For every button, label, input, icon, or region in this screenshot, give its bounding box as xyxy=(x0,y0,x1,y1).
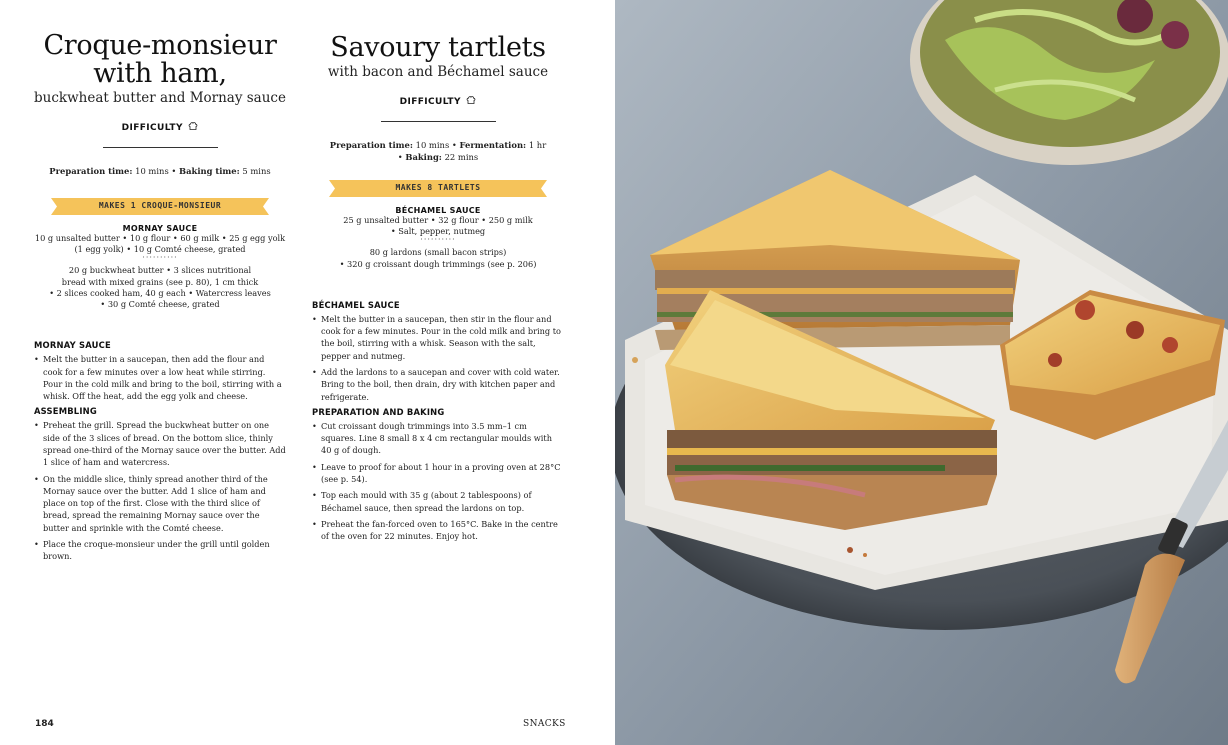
chef-hat-icon xyxy=(188,121,198,131)
method-step: • Cut croissant dough trimmings into 3.5 mm–1 cm squares. Line 8 small 8 x 4 cm rectangular moulds with 40 g of dough. xyxy=(312,420,564,457)
recipe-times xyxy=(34,165,286,177)
running-footer: SNACKS xyxy=(523,719,566,729)
ingredients-line: • Salt, pepper, nutmeg xyxy=(390,226,486,237)
recipe-subtitle: with bacon and Béchamel sauce xyxy=(327,64,549,80)
recipe-title-line2: with ham, xyxy=(93,58,227,89)
method-steps xyxy=(312,313,564,403)
yield-banner xyxy=(329,180,547,197)
bake-time-label: Baking: xyxy=(405,152,442,162)
method-step: • Melt the butter in a saucepan, then add the flour and cook for a few minutes over a low heat while stirring. Pour in the cold milk and bring to the boil, stirring with a whisk. Off the heat, add the egg yolk and cheese. xyxy=(34,353,286,402)
method-step: • On the middle slice, thinly spread another third of the Mornay sauce over the butter. Add 1 slice of ham and place on top of the first. Close with the third slice of bread, spread the remaining Mornay sauce over the butter and sprinkle with the Comté cheese. xyxy=(34,473,286,534)
ingredients-separator: ·········· xyxy=(420,235,456,245)
ingredients-line: (1 egg yolk) • 10 g Comté cheese, grated xyxy=(74,244,246,255)
method-section-heading: ASSEMBLING xyxy=(34,406,97,417)
ingredients-line: • 320 g croissant dough trimmings (see p. 206) xyxy=(339,258,537,269)
recipe-title-line1: Croque-monsieur xyxy=(43,30,277,61)
ingredients-line: 20 g buckwheat butter • 3 slices nutritional xyxy=(68,265,252,276)
prep-time-label: Preparation time: xyxy=(329,140,413,150)
difficulty-rating xyxy=(34,121,286,133)
ingredients-line: • 30 g Comté cheese, grated xyxy=(100,299,220,310)
method-step: • Top each mould with 35 g (about 2 tablespoons) of Béchamel sauce, then spread the lardons on top. xyxy=(312,489,564,514)
prep-time-value: 10 mins • xyxy=(135,166,177,176)
method-section-heading: MORNAY SAUCE xyxy=(34,340,111,351)
method-step: • Leave to proof for about 1 hour in a proving oven at 28°C (see p. 54). xyxy=(312,461,564,486)
ingredients-line: • 2 slices cooked ham, 40 g each • Watercress leaves xyxy=(49,287,271,298)
food-photo xyxy=(615,0,1228,745)
yield-banner xyxy=(51,198,269,215)
method-section-heading: BÉCHAMEL SAUCE xyxy=(312,299,400,310)
method-steps xyxy=(34,419,286,562)
ingredients-heading: BÉCHAMEL SAUCE xyxy=(395,206,481,215)
fermentation-label: Fermentation: xyxy=(459,140,527,150)
recipe-title: Savoury tartlets xyxy=(330,32,546,63)
method-steps xyxy=(34,353,286,402)
method-step: • Place the croque-monsieur under the grill until golden brown. xyxy=(34,538,286,563)
method-steps xyxy=(312,420,564,543)
yield-label: MAKES 1 CROQUE-MONSIEUR xyxy=(98,201,222,210)
difficulty-label: DIFFICULTY xyxy=(399,97,461,107)
fermentation-value: 1 hr xyxy=(528,140,547,150)
recipe-croque-monsieur xyxy=(34,0,286,567)
bake-time-value: 22 mins xyxy=(444,152,479,162)
method-step: • Preheat the fan-forced oven to 165°C. Bake in the centre of the oven for 22 minutes. Enjoy hot. xyxy=(312,518,564,543)
divider xyxy=(381,121,496,122)
recipe-subtitle: buckwheat butter and Mornay sauce xyxy=(34,90,286,106)
prep-time-label: Preparation time: xyxy=(49,166,133,176)
prep-time-value: 10 mins • xyxy=(415,140,457,150)
ingredients-separator: ·········· xyxy=(142,253,178,263)
method-step: • Add the lardons to a saucepan and cover with cold water. Bring to the boil, then drain, dry with kitchen paper and refrigerate. xyxy=(312,366,564,403)
bake-time-value: 5 mins xyxy=(242,166,271,176)
yield-label: MAKES 8 TARTLETS xyxy=(395,183,481,192)
method-section-heading: PREPARATION AND BAKING xyxy=(312,406,445,417)
ingredients-heading: MORNAY SAUCE xyxy=(122,224,198,233)
difficulty-rating xyxy=(312,95,564,107)
chef-hat-icon xyxy=(466,95,476,105)
ingredients-line: 10 g unsalted butter • 10 g flour • 60 g milk • 25 g egg yolk xyxy=(34,233,286,243)
divider xyxy=(103,147,218,148)
photo-illustration xyxy=(615,0,1228,745)
bake-time-label: Baking time: xyxy=(179,166,240,176)
ingredients-line: 25 g unsalted butter • 32 g flour • 250 g milk xyxy=(343,215,533,225)
difficulty-label: DIFFICULTY xyxy=(121,123,183,133)
ingredients-line: 80 g lardons (small bacon strips) xyxy=(369,247,507,258)
method-step: • Melt the butter in a saucepan, then stir in the flour and cook for a few minutes. Pour in the cold milk and bring to the boil, stirring with a whisk. Season with the salt, pepper and nutmeg. xyxy=(312,313,564,362)
page-number: 184 xyxy=(35,719,54,729)
method-step: • Preheat the grill. Spread the buckwheat butter on one side of the 3 slices of bread. On the bottom slice, thinly spread one-third of the Mornay sauce over the butter. Add 1 slice of ham and watercress. xyxy=(34,419,286,468)
ingredients-line: bread with mixed grains (see p. 80), 1 cm thick xyxy=(61,276,259,287)
recipe-savoury-tartlets xyxy=(312,0,564,547)
recipe-times: Preparation time: 10 mins • Fermentation: 1 hr • Baking: 22 mins xyxy=(329,140,547,162)
